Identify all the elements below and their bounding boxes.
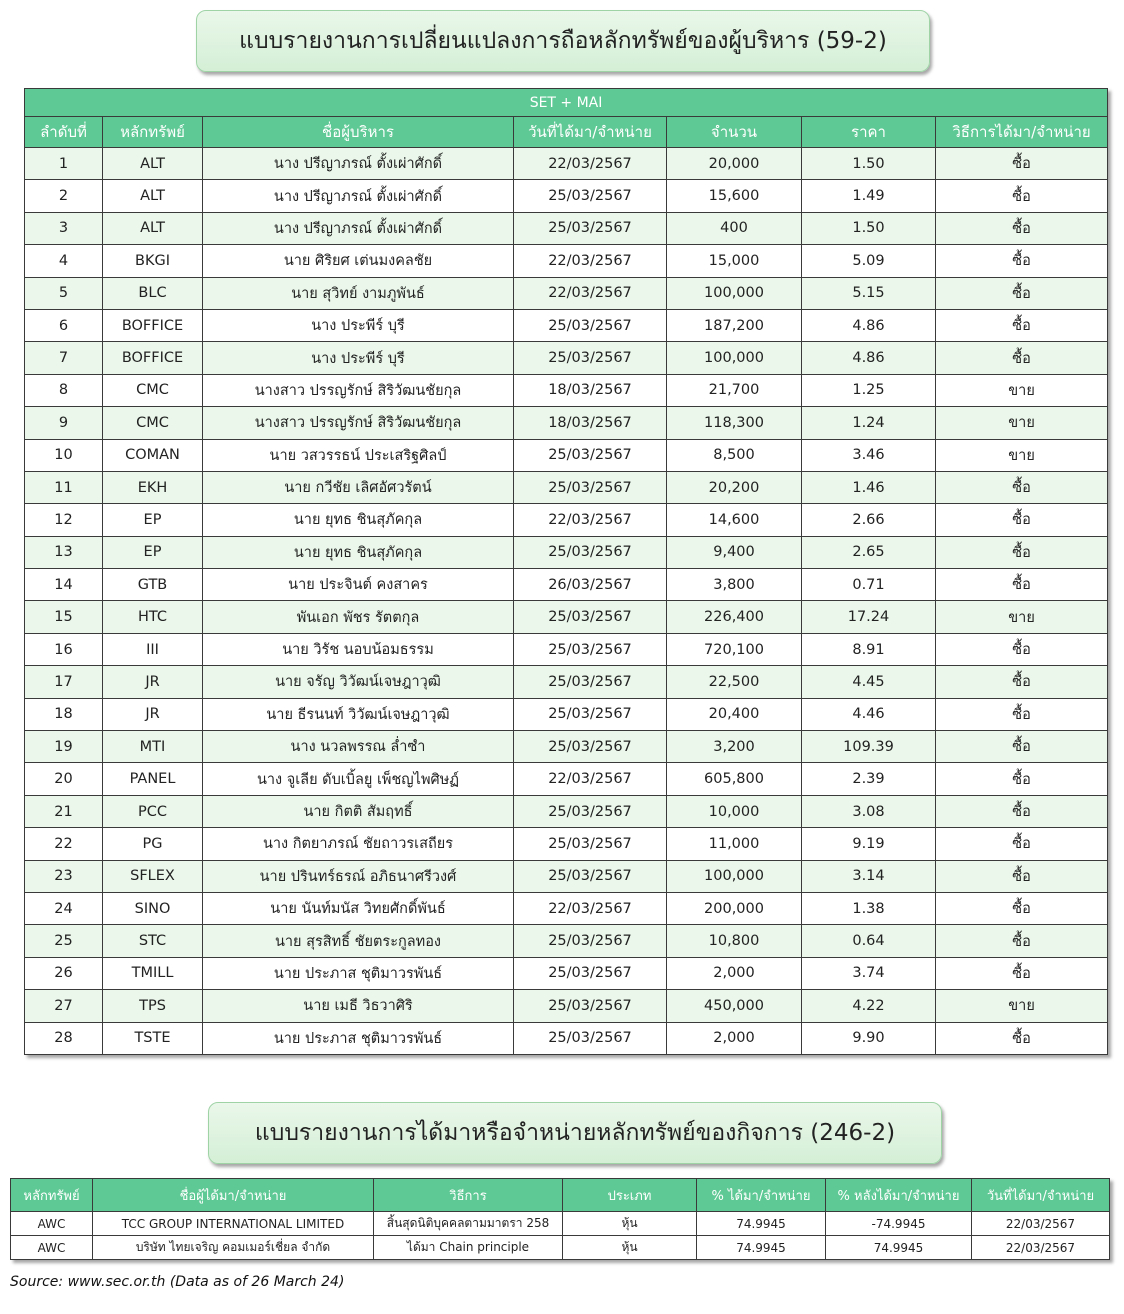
table-cell: 8,500	[667, 439, 802, 471]
table-row	[25, 1022, 1108, 1054]
source-note	[10, 1274, 344, 1290]
table-cell: สิ้นสุดนิติบุคคลตามมาตรา 258	[374, 1212, 563, 1236]
table-cell: 25/03/2567	[514, 731, 667, 763]
table-cell: ซื้อ	[936, 925, 1108, 957]
table-row	[25, 180, 1108, 212]
table-cell: JR	[103, 698, 203, 730]
table-cell: ซื้อ	[936, 277, 1108, 309]
table-cell: นางสาว ปรรญรักษ์ สิริวัฒนชัยกุล	[203, 374, 514, 406]
table-cell: 1.50	[802, 148, 936, 180]
source-label: Source:	[10, 1274, 64, 1290]
column-header: วันที่ได้มา/จำหน่าย	[514, 117, 667, 148]
table-cell: 3.46	[802, 439, 936, 471]
table-cell: 5	[25, 277, 103, 309]
table-cell: SFLEX	[103, 860, 203, 892]
table-cell: 11,000	[667, 828, 802, 860]
table-cell: นาย ยุทธ ชินสุภัคกุล	[203, 536, 514, 568]
table-cell: 2	[25, 180, 103, 212]
table-cell: 25/03/2567	[514, 666, 667, 698]
table-row	[25, 148, 1108, 180]
table-cell: 118,300	[667, 407, 802, 439]
table-cell: ซื้อ	[936, 309, 1108, 341]
table-cell: JR	[103, 666, 203, 698]
table-cell: 0.64	[802, 925, 936, 957]
table-cell: 10,000	[667, 795, 802, 827]
table-cell: 15,600	[667, 180, 802, 212]
table-cell: นาย ธีรนนท์ วิวัฒน์เจษฎาวุฒิ	[203, 698, 514, 730]
column-header: วิธีการได้มา/จำหน่าย	[936, 117, 1108, 148]
table-cell: นาย สุวิทย์ งามภูพันธ์	[203, 277, 514, 309]
table-cell: 7	[25, 342, 103, 374]
table-cell: 22/03/2567	[514, 148, 667, 180]
column-header: ชื่อผู้บริหาร	[203, 117, 514, 148]
column-header: % หลังได้มา/จำหน่าย	[826, 1179, 972, 1212]
table-cell: 26/03/2567	[514, 569, 667, 601]
table-cell: 25/03/2567	[514, 828, 667, 860]
table-cell: 8	[25, 374, 103, 406]
table-cell: 3.08	[802, 795, 936, 827]
table-cell: 17.24	[802, 601, 936, 633]
table-cell: 25/03/2567	[514, 212, 667, 244]
table-cell: ซื้อ	[936, 698, 1108, 730]
table-cell: ซื้อ	[936, 860, 1108, 892]
table-cell: 25/03/2567	[514, 925, 667, 957]
table-cell: 25/03/2567	[514, 439, 667, 471]
table-cell: 2.65	[802, 536, 936, 568]
table-cell: ซื้อ	[936, 569, 1108, 601]
table-cell: นาง ปรีญาภรณ์ ตั้งเผ่าศักดิ์	[203, 180, 514, 212]
table-cell: 21	[25, 795, 103, 827]
table-row	[25, 407, 1108, 439]
table-cell: AWC	[11, 1212, 93, 1236]
table-cell: 74.9945	[826, 1236, 972, 1260]
table-row	[25, 698, 1108, 730]
table-cell: ซื้อ	[936, 892, 1108, 924]
table-cell: 1.24	[802, 407, 936, 439]
table-cell: ซื้อ	[936, 795, 1108, 827]
table-cell: 14	[25, 569, 103, 601]
table-cell: 25/03/2567	[514, 309, 667, 341]
table-cell: นาง นวลพรรณ ล่ำซำ	[203, 731, 514, 763]
table-row	[25, 957, 1108, 989]
table-cell: 4.46	[802, 698, 936, 730]
table-cell: 3,800	[667, 569, 802, 601]
table-cell: AWC	[11, 1236, 93, 1260]
table-cell: ซื้อ	[936, 245, 1108, 277]
table-cell: 25/03/2567	[514, 698, 667, 730]
table-cell: 14,600	[667, 504, 802, 536]
table-cell: 22/03/2567	[514, 892, 667, 924]
table-cell: 22	[25, 828, 103, 860]
table-cell: ซื้อ	[936, 1022, 1108, 1054]
table-cell: 1.46	[802, 471, 936, 503]
table-row	[25, 633, 1108, 665]
table-cell: นาย ปรินทร์ธรณ์ อภิธนาศรีวงศ์	[203, 860, 514, 892]
table-cell: -74.9945	[826, 1212, 972, 1236]
table-cell: 25/03/2567	[514, 180, 667, 212]
table-row	[25, 471, 1108, 503]
table-cell: 100,000	[667, 277, 802, 309]
table-row	[25, 925, 1108, 957]
section-label: SET + MAI	[25, 89, 1108, 117]
table-cell: 109.39	[802, 731, 936, 763]
table-row	[25, 212, 1108, 244]
table-cell: หุ้น	[563, 1236, 697, 1260]
table-cell: 25/03/2567	[514, 601, 667, 633]
table-row	[11, 1236, 1110, 1260]
table-cell: 13	[25, 536, 103, 568]
column-header: จำนวน	[667, 117, 802, 148]
table-cell: ซื้อ	[936, 471, 1108, 503]
table-cell: 226,400	[667, 601, 802, 633]
table-cell: 5.09	[802, 245, 936, 277]
table-cell: นางสาว ปรรญรักษ์ สิริวัฒนชัยกุล	[203, 407, 514, 439]
table-cell: 25/03/2567	[514, 990, 667, 1022]
table-cell: 15,000	[667, 245, 802, 277]
table-cell: 74.9945	[697, 1212, 826, 1236]
table-cell: 450,000	[667, 990, 802, 1022]
table-cell: ซื้อ	[936, 180, 1108, 212]
table-cell: 3.14	[802, 860, 936, 892]
table-cell: 20,000	[667, 148, 802, 180]
table-row	[25, 795, 1108, 827]
table-cell: 25/03/2567	[514, 342, 667, 374]
source-text: www.sec.or.th (Data as of 26 March 24)	[67, 1274, 345, 1290]
table-cell: CMC	[103, 374, 203, 406]
table-cell: 9.90	[802, 1022, 936, 1054]
table-cell: 15	[25, 601, 103, 633]
table-cell: 0.71	[802, 569, 936, 601]
table-row	[25, 342, 1108, 374]
table-cell: 187,200	[667, 309, 802, 341]
table-cell: 3.74	[802, 957, 936, 989]
table-cell: 74.9945	[697, 1236, 826, 1260]
table-cell: ซื้อ	[936, 536, 1108, 568]
table-cell: ขาย	[936, 439, 1108, 471]
table-cell: 2,000	[667, 957, 802, 989]
table-cell: 22/03/2567	[514, 504, 667, 536]
table-cell: 22/03/2567	[514, 763, 667, 795]
table-cell: 9.19	[802, 828, 936, 860]
table-cell: ขาย	[936, 374, 1108, 406]
table-cell: 200,000	[667, 892, 802, 924]
column-header: หลักทรัพย์	[11, 1179, 93, 1212]
table-cell: นาย สุรสิทธิ์ ชัยตระกูลทอง	[203, 925, 514, 957]
table-cell: 4.86	[802, 342, 936, 374]
table-cell: นาง จูเลีย ดับเบิ้ลยู เพ็ชญไพศิษฏ์	[203, 763, 514, 795]
table-cell: 27	[25, 990, 103, 1022]
table-cell: 9,400	[667, 536, 802, 568]
table-cell: หุ้น	[563, 1212, 697, 1236]
table-cell: 4	[25, 245, 103, 277]
table-cell: BLC	[103, 277, 203, 309]
column-header: ลำดับที่	[25, 117, 103, 148]
table-row	[25, 245, 1108, 277]
table-cell: 720,100	[667, 633, 802, 665]
table-cell: 11	[25, 471, 103, 503]
table-cell: 20,200	[667, 471, 802, 503]
table-cell: COMAN	[103, 439, 203, 471]
column-header: วันที่ได้มา/จำหน่าย	[972, 1179, 1110, 1212]
table-cell: 23	[25, 860, 103, 892]
table-row	[25, 439, 1108, 471]
table-cell: 22,500	[667, 666, 802, 698]
table-row	[25, 277, 1108, 309]
table-cell: BOFFICE	[103, 309, 203, 341]
insider-report-table	[24, 88, 1108, 1055]
table-cell: 3,200	[667, 731, 802, 763]
table-cell: ALT	[103, 180, 203, 212]
table-cell: ALT	[103, 212, 203, 244]
table-cell: นาย กวีชัย เลิศอัศวรัตน์	[203, 471, 514, 503]
table-cell: 3	[25, 212, 103, 244]
table-cell: 2,000	[667, 1022, 802, 1054]
table-cell: BKGI	[103, 245, 203, 277]
table-cell: 19	[25, 731, 103, 763]
table-cell: นาย วสวรรธน์ ประเสริฐศิลป์	[203, 439, 514, 471]
table-cell: 22/03/2567	[514, 245, 667, 277]
table-cell: นาย จรัญ วิวัฒน์เจษฎาวุฒิ	[203, 666, 514, 698]
table-cell: นาง ปรีญาภรณ์ ตั้งเผ่าศักดิ์	[203, 212, 514, 244]
table-cell: TSTE	[103, 1022, 203, 1054]
table-cell: 4.86	[802, 309, 936, 341]
table-cell: ซื้อ	[936, 763, 1108, 795]
table-cell: SINO	[103, 892, 203, 924]
table-cell: TPS	[103, 990, 203, 1022]
table-cell: 22/03/2567	[972, 1236, 1110, 1260]
table-cell: 12	[25, 504, 103, 536]
insider-report-title: แบบรายงานการเปลี่ยนแปลงการถือหลักทรัพย์ของผู้บริหาร (59-2)	[239, 28, 887, 54]
table-cell: 10,800	[667, 925, 802, 957]
table-cell: 22/03/2567	[972, 1212, 1110, 1236]
table-cell: 22/03/2567	[514, 277, 667, 309]
column-header: % ได้มา/จำหน่าย	[697, 1179, 826, 1212]
column-header: ประเภท	[563, 1179, 697, 1212]
table-cell: นาย กิตติ สัมฤทธิ์	[203, 795, 514, 827]
table-cell: 25/03/2567	[514, 633, 667, 665]
table-cell: นาย วิรัช นอบน้อมธรรม	[203, 633, 514, 665]
table-cell: PCC	[103, 795, 203, 827]
table-cell: นาง ปรีญาภรณ์ ตั้งเผ่าศักดิ์	[203, 148, 514, 180]
table-cell: ได้มา Chain principle	[374, 1236, 563, 1260]
insider-report-title-banner	[196, 10, 930, 72]
table-cell: 25/03/2567	[514, 795, 667, 827]
table-cell: ซื้อ	[936, 342, 1108, 374]
table-cell: ALT	[103, 148, 203, 180]
table-cell: 25/03/2567	[514, 957, 667, 989]
table-cell: ซื้อ	[936, 148, 1108, 180]
table-cell: 605,800	[667, 763, 802, 795]
table-cell: GTB	[103, 569, 203, 601]
table-row	[25, 860, 1108, 892]
table-cell: นาง กิตยาภรณ์ ชัยถาวรเสถียร	[203, 828, 514, 860]
table-cell: 400	[667, 212, 802, 244]
table-row	[25, 666, 1108, 698]
table-row	[25, 990, 1108, 1022]
table-cell: 28	[25, 1022, 103, 1054]
table-cell: 17	[25, 666, 103, 698]
table-cell: 2.66	[802, 504, 936, 536]
table-row	[25, 731, 1108, 763]
table-cell: บริษัท ไทยเจริญ คอมเมอร์เชี่ยล จำกัด	[93, 1236, 374, 1260]
table-cell: 1.49	[802, 180, 936, 212]
table-cell: HTC	[103, 601, 203, 633]
table-row	[25, 892, 1108, 924]
table-cell: 1.50	[802, 212, 936, 244]
table-row	[25, 569, 1108, 601]
table-cell: EP	[103, 504, 203, 536]
table-row	[25, 601, 1108, 633]
table-cell: 8.91	[802, 633, 936, 665]
table-cell: CMC	[103, 407, 203, 439]
table-cell: ซื้อ	[936, 828, 1108, 860]
table-cell: 1	[25, 148, 103, 180]
table-cell: นาย ประภาส ชุติมาวรพันธ์	[203, 1022, 514, 1054]
table-row	[25, 828, 1108, 860]
column-header: หลักทรัพย์	[103, 117, 203, 148]
acquisition-report-table	[10, 1178, 1110, 1260]
table-cell: นาย นันท์มนัส วิทยศักดิ์พันธ์	[203, 892, 514, 924]
table-cell: 25/03/2567	[514, 471, 667, 503]
table-cell: STC	[103, 925, 203, 957]
table-cell: นาง ประพีร์ บุรี	[203, 342, 514, 374]
table-cell: MTI	[103, 731, 203, 763]
acquisition-report-title-banner	[208, 1102, 942, 1164]
table-cell: 24	[25, 892, 103, 924]
table-cell: 1.25	[802, 374, 936, 406]
table-cell: 25	[25, 925, 103, 957]
table-cell: 20,400	[667, 698, 802, 730]
table-row	[25, 374, 1108, 406]
acquisition-report-title: แบบรายงานการได้มาหรือจำหน่ายหลักทรัพย์ของกิจการ (246-2)	[254, 1120, 896, 1146]
column-header: ราคา	[802, 117, 936, 148]
table-cell: 25/03/2567	[514, 536, 667, 568]
table-cell: 9	[25, 407, 103, 439]
table-row	[25, 763, 1108, 795]
table-row	[25, 504, 1108, 536]
table-cell: EP	[103, 536, 203, 568]
table-cell: EKH	[103, 471, 203, 503]
table-cell: 5.15	[802, 277, 936, 309]
table-row	[11, 1212, 1110, 1236]
table-cell: 4.45	[802, 666, 936, 698]
table-cell: ขาย	[936, 990, 1108, 1022]
table-cell: 20	[25, 763, 103, 795]
table-cell: 26	[25, 957, 103, 989]
table-cell: TCC GROUP INTERNATIONAL LIMITED	[93, 1212, 374, 1236]
table-row	[25, 536, 1108, 568]
table-cell: PG	[103, 828, 203, 860]
table-cell: ขาย	[936, 601, 1108, 633]
table-header-row	[11, 1179, 1110, 1212]
table-cell: 4.22	[802, 990, 936, 1022]
table-cell: ซื้อ	[936, 731, 1108, 763]
table-cell: นาย เมธี วิธวาศิริ	[203, 990, 514, 1022]
table-cell: นาย ศิริยศ เต่นมงคลชัย	[203, 245, 514, 277]
table-cell: นาง ประพีร์ บุรี	[203, 309, 514, 341]
table-cell: ซื้อ	[936, 212, 1108, 244]
table-cell: 10	[25, 439, 103, 471]
table-cell: ขาย	[936, 407, 1108, 439]
table-cell: 16	[25, 633, 103, 665]
table-cell: BOFFICE	[103, 342, 203, 374]
table-cell: PANEL	[103, 763, 203, 795]
table-cell: 1.38	[802, 892, 936, 924]
table-cell: 18	[25, 698, 103, 730]
table-cell: 18/03/2567	[514, 407, 667, 439]
table-cell: นาย ยุทธ ชินสุภัคกุล	[203, 504, 514, 536]
table-cell: ซื้อ	[936, 504, 1108, 536]
table-row	[25, 309, 1108, 341]
table-header-row	[25, 117, 1108, 148]
table-cell: 21,700	[667, 374, 802, 406]
column-header: ชื่อผู้ได้มา/จำหน่าย	[93, 1179, 374, 1212]
table-cell: 2.39	[802, 763, 936, 795]
table-cell: 6	[25, 309, 103, 341]
table-cell: 100,000	[667, 860, 802, 892]
table-cell: 18/03/2567	[514, 374, 667, 406]
table-cell: ซื้อ	[936, 666, 1108, 698]
column-header: วิธีการ	[374, 1179, 563, 1212]
table-cell: 25/03/2567	[514, 860, 667, 892]
table-cell: นาย ประภาส ชุติมาวรพันธ์	[203, 957, 514, 989]
table-cell: นาย ประจินต์ คงสาคร	[203, 569, 514, 601]
table-cell: ซื้อ	[936, 633, 1108, 665]
table-cell: III	[103, 633, 203, 665]
table-cell: TMILL	[103, 957, 203, 989]
table-cell: พันเอก พัชร รัตตกุล	[203, 601, 514, 633]
table-cell: ซื้อ	[936, 957, 1108, 989]
table-cell: 25/03/2567	[514, 1022, 667, 1054]
table-cell: 100,000	[667, 342, 802, 374]
